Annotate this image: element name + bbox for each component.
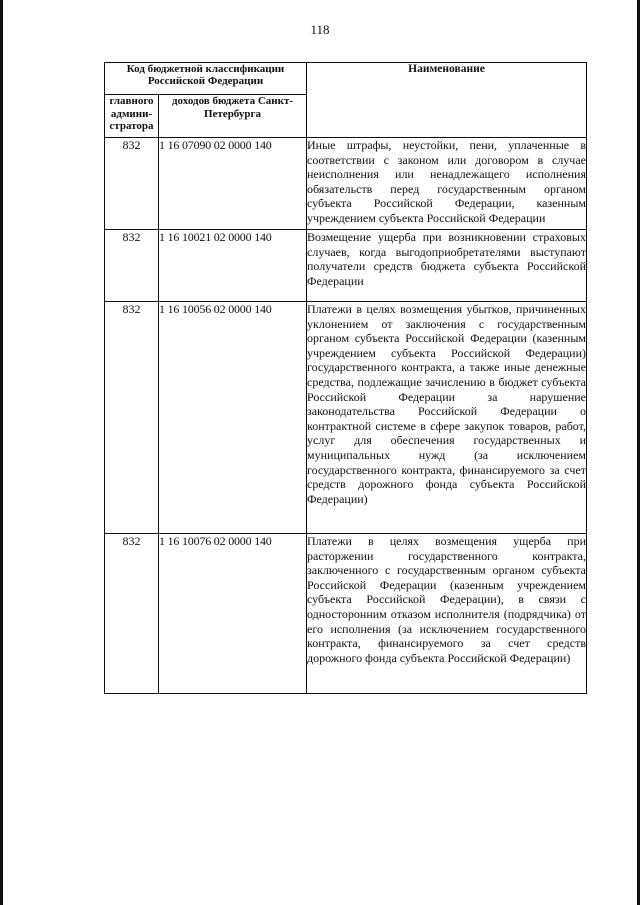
scan-border-left — [0, 0, 3, 905]
budget-classification-table — [104, 62, 587, 694]
income-name-cell: Платежи в целях возмещения ущерба при расторжении государственного контракта, заключенного с государственным органом субъекта Российской Федерации (казенным учреждением субъекта Российской Федерации), в связи с односторонним отказом исполнителя (подрядчика) от его исполнения (за исключением государственного контракта, финансируемого за счет средств дорожного фонда субъекта Российской Федерации) — [307, 534, 587, 694]
table-header-row — [105, 63, 587, 95]
table-row — [105, 534, 587, 694]
admin-code-cell: 832 — [105, 138, 159, 230]
header-budget-code-group: Код бюджетной классификации Российской Федерации — [105, 63, 307, 95]
income-name-cell: Иные штрафы, неустойки, пени, уплаченные в соответствии с законом или договором в случае неисполнения или ненадлежащего исполнения обязательств перед государственным органом субъекта Российской Федерации, казенным учреждением субъекта Российской Федерации — [307, 138, 587, 230]
admin-code-cell: 832 — [105, 534, 159, 694]
income-name-cell: Возмещение ущерба при возникновении страховых случаев, когда выгодоприобретателями выступают получатели средств бюджета субъекта Российской Федерации — [307, 230, 587, 302]
table-row — [105, 138, 587, 230]
table-row — [105, 230, 587, 302]
page-number: 118 — [310, 22, 330, 37]
income-code-cell: 1 16 10056 02 0000 140 — [159, 302, 307, 534]
income-code-cell: 1 16 10021 02 0000 140 — [159, 230, 307, 302]
header-spb-budget-income: доходов бюджета Санкт-Петербурга — [159, 95, 307, 138]
header-chief-administrator: главного админи-стратора — [105, 95, 159, 138]
header-name: Наименование — [307, 63, 587, 138]
income-code-cell: 1 16 07090 02 0000 140 — [159, 138, 307, 230]
income-name-cell: Платежи в целях возмещения убытков, причиненных уклонением от заключения с государственным органом субъекта Российской Федерации (казенным учреждением субъекта Российской Федерации) государственного контракта, а также иные денежные средства, подлежащие зачислению в бюджет субъекта Российской Федерации за нарушение законодательства Российской Федерации о контрактной системе в сфере закупок товаров, работ, услуг для обеспечения государственных и муниципальных нужд (за исключением государственного контракта, финансируемого за счет средств дорожного фонда субъекта Российской Федерации) — [307, 302, 587, 534]
admin-code-cell: 832 — [105, 230, 159, 302]
table-row — [105, 302, 587, 534]
admin-code-cell: 832 — [105, 302, 159, 534]
income-code-cell: 1 16 10076 02 0000 140 — [159, 534, 307, 694]
